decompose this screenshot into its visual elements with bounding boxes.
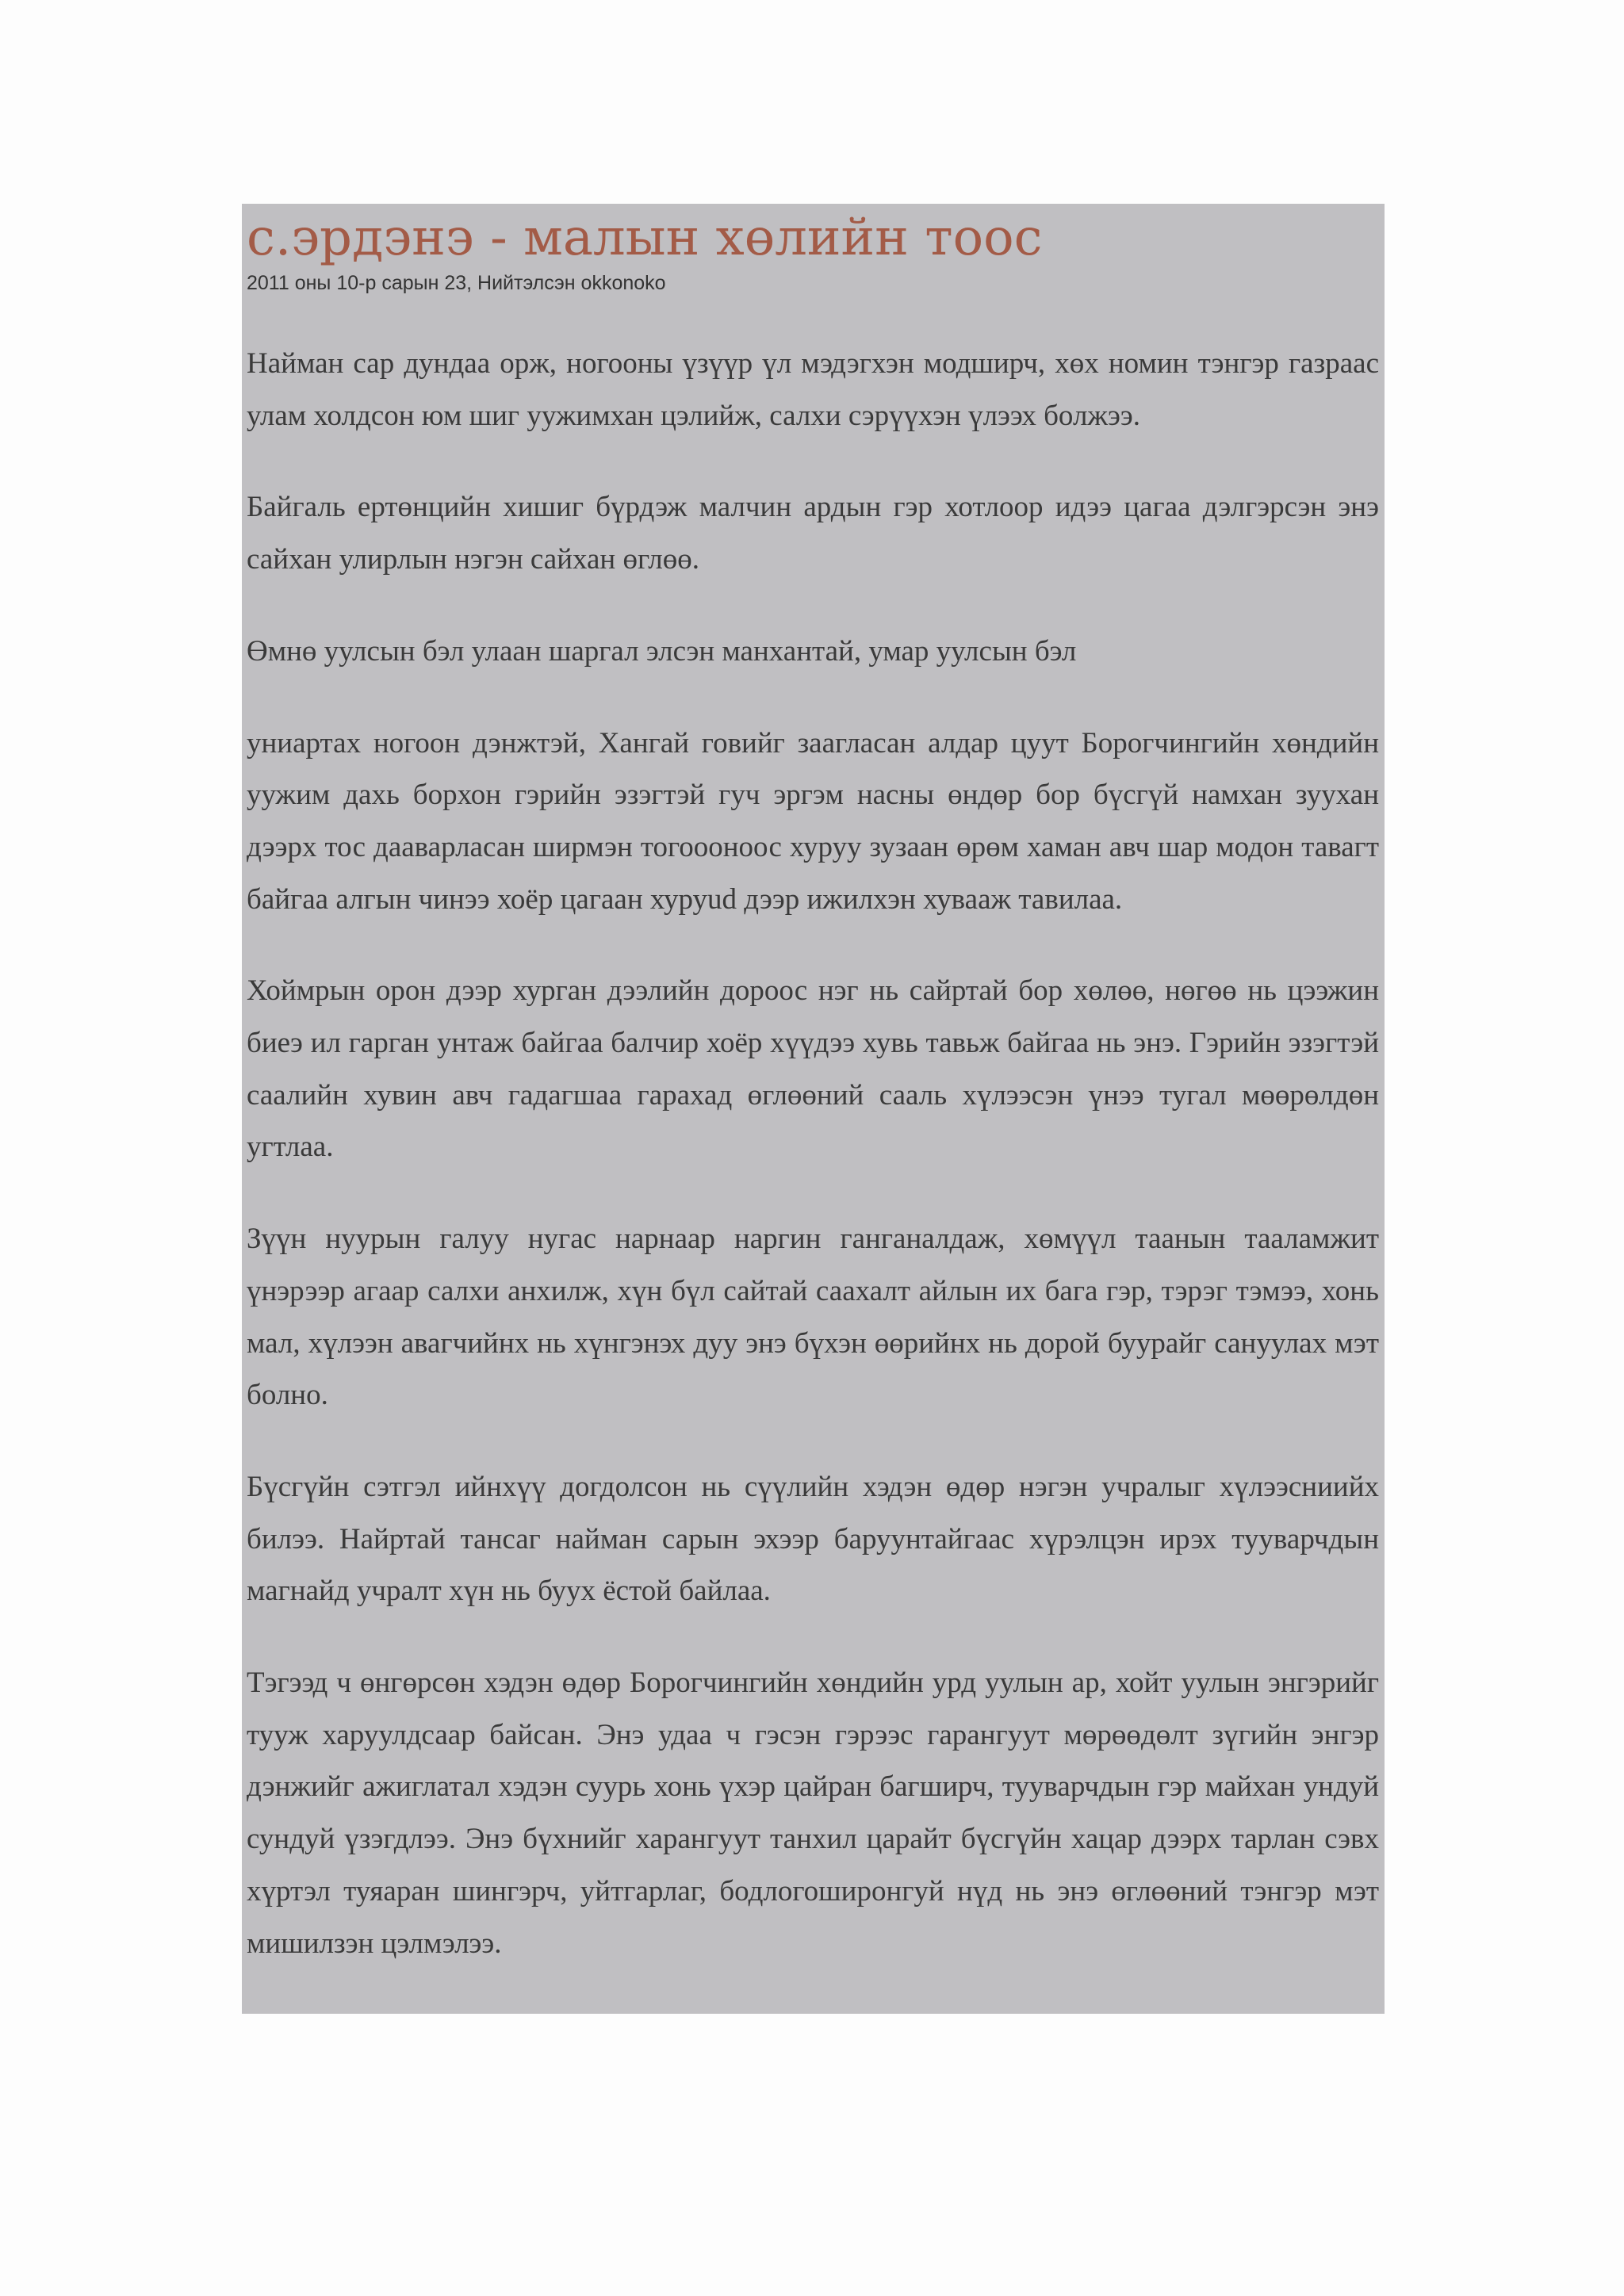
paragraph-8: Тэгээд ч өнгөрсөн хэдэн өдөр Борогчингийн хөндийн урд уулын ар, хойт уулын энгэрийг тууж харуулдсаар байсан. Энэ удаа ч гэсэн гэрээс гарангуут мөрөөдөлт зүгийн энгэр дэнжийг ажиглатал хэдэн суурь хонь үхэр цайран багширч, тууварчдын гэр майхан ундуй сундуй үзэгдлээ. Энэ бүхнийг харангуут танхил царайт бүсгүйн хацар дээрх тарлан сэвх хүртэл туяаран шингэрч, уйтгарлаг, бодлогоширонгуй нүд нь энэ өглөөний тэнгэр мэт мишилзэн цэлмэлээ. bbox=[247, 1667, 1379, 1960]
article-title: с.эрдэнэ - малын хөлийн тоос bbox=[247, 209, 1043, 267]
paragraph-5: Хоймрын орон дээр хурган дээлийн дороос нэг нь сайртай бор хөлөө, нөгөө нь цээжин биеэ ил гарган унтаж байгаа балчир хоёр хүүдээ хувь тавьж байгаа нь энэ. Гэрийн эзэгтэй саалийн хувин авч гадагшаа гарахад өглөөний сааль хүлээсэн үнээ тугал мөөрөлдөн угтлаа. bbox=[247, 974, 1379, 1164]
article-container bbox=[242, 204, 1385, 2014]
paragraph-7: Бүсгүйн сэтгэл ийнхүү догдолсон нь сүүлийн хэдэн өдөр нэгэн учралыг хүлээсниийх билээ. Найртай тансаг найман сарын эхээр баруунтайгаас хүрэлцэн ирэх тууварчдын магнайд учралт хүн нь буух ёстой байлаа. bbox=[247, 1470, 1379, 1608]
paragraph-6: Зүүн нуурын галуу нугас нарнаар наргин ганганалдаж, хөмүүл таанын тааламжит үнэрээр агаар салхи анхилж, хүн бүл сайтай саахалт айлын их бага гэр, тэрэг тэмээ, хонь мал, хүлээн авагчийнх нь хүнгэнэх дуу энэ бүхэн өөрийнх нь дорой буурайг сануулах мэт болно. bbox=[247, 1223, 1379, 1412]
article-byline: 2011 оны 10-р сарын 23, Нийтэлсэн okkonoko bbox=[247, 272, 666, 294]
paragraph-3: Өмнө уулсын бэл улаан шаргал элсэн манхантай, умар уулсын бэл bbox=[247, 634, 1077, 668]
paragraph-1: Найман сар дундаа орж, ногооны үзүүр үл мэдэгхэн модширч, хөх номин тэнгэр газраас улам холдсон юм шиг уужимхан цэлийж, салхи сэрүүхэн үлээх болжээ. bbox=[247, 347, 1379, 432]
paragraph-4: униартах ногоон дэнжтэй, Хангай говийг заагласан алдар цуут Борогчингийн хөндийн уужим дахь борхон гэрийн эзэгтэй гуч эргэм насны өндөр бор бүсгүй намхан зуухан дээрх тос дааварласан ширмэн тогоооноос хуруу зузаан өрөм хаман авч шар модон тавагт байгаа алгын чинээ хоёр цагаан хуруud дээр ижилхэн хувааж тавилаа. bbox=[247, 726, 1379, 916]
paragraph-2: Байгаль ертөнцийн хишиг бүрдэж малчин ардын гэр хотлоор идээ цагаа дэлгэрсэн энэ сайхан улирлын нэгэн сайхан өглөө. bbox=[247, 491, 1379, 576]
article-body bbox=[247, 338, 1379, 1969]
